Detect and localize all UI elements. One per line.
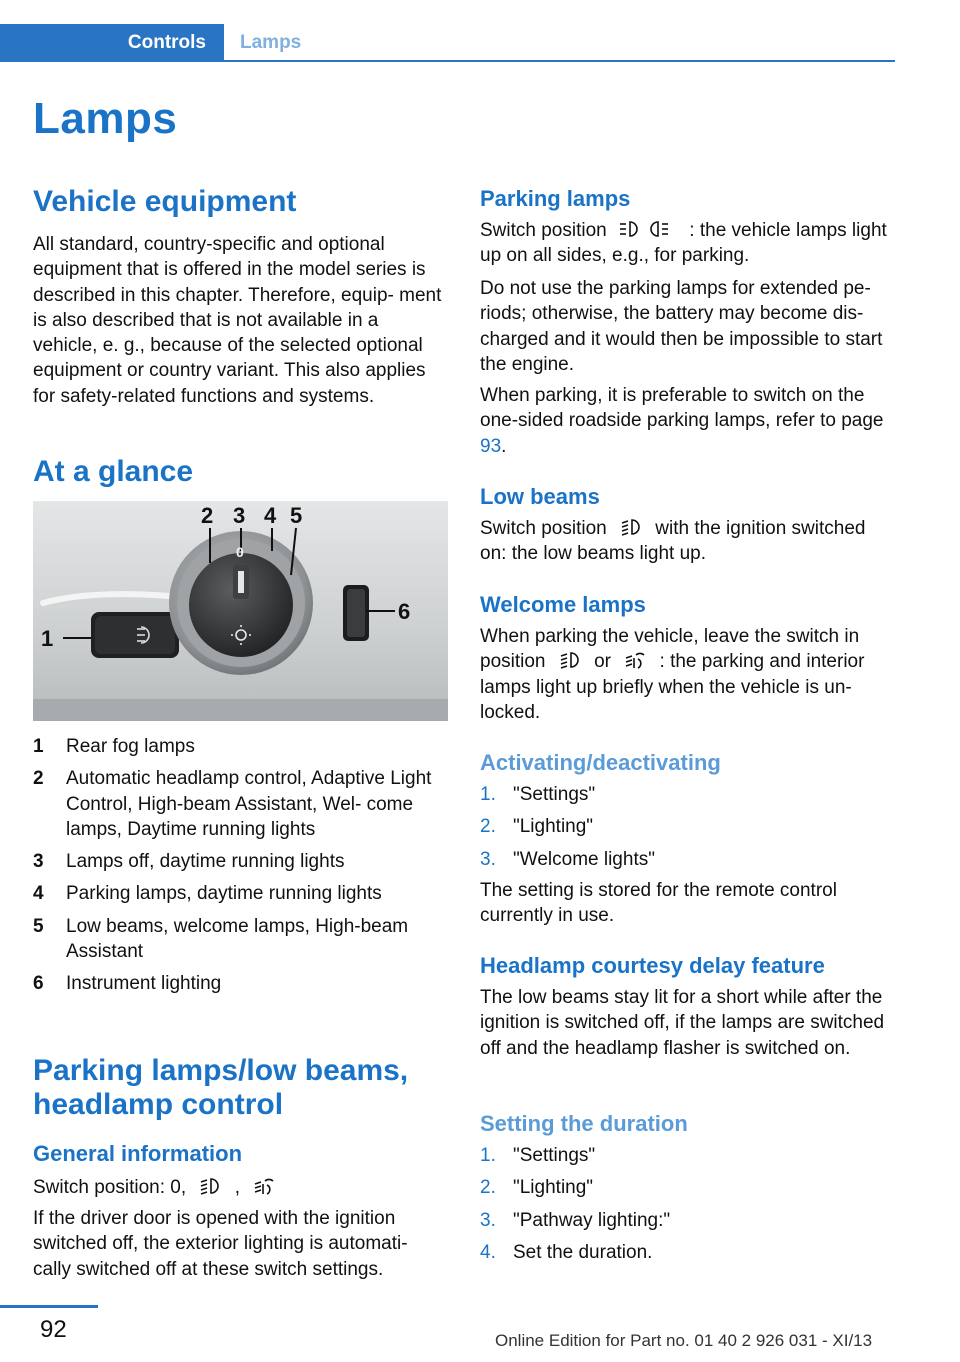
chapter-header xyxy=(0,24,895,62)
heading-setting-duration: Setting the duration xyxy=(480,1111,688,1136)
heading-courtesy-delay: Headlamp courtesy delay feature xyxy=(480,953,825,978)
list-item: 1. "Settings" xyxy=(480,1145,596,1166)
list-item: 1. "Settings" xyxy=(480,784,596,805)
callout-4: 4 xyxy=(264,503,277,528)
page-title: Lamps xyxy=(33,94,178,143)
list-item: 5 Low beams, welcome lamps, High-beam Assistant xyxy=(33,915,409,963)
knob-zero-label: 0 xyxy=(236,544,244,560)
headlamp-switch-photo xyxy=(33,501,448,721)
low-beam-icon xyxy=(618,517,644,537)
parking-lamps-icon xyxy=(618,219,678,239)
switch-position-line: Switch position: 0, , xyxy=(33,1175,448,1200)
heading-at-a-glance: At a glance xyxy=(33,455,194,488)
list-item: 4 Parking lamps, daytime running lights xyxy=(33,883,382,905)
duration-steps xyxy=(480,1143,895,1272)
vehicle-equipment-text: All standard, country-specific and optional equipment that is offered in the model series is described in this chapter. Therefore, equip- ment is also described that is not available in a vehicle, e. g., because of the selected optional equipment or country variant. This also applies for safety-related functions and systems. xyxy=(33,234,442,407)
footer-rule xyxy=(0,1305,98,1308)
list-item: 1 Rear fog lamps xyxy=(33,736,195,757)
callout-1: 1 xyxy=(41,626,54,651)
tab-lamps[interactable]: Lamps xyxy=(240,32,302,53)
parking-lamps-text: Switch position : the vehicle lamps light up on all sides, e.g., for parking. xyxy=(480,220,887,267)
list-item: 2. "Lighting" xyxy=(480,816,594,838)
list-item: 3. "Welcome lights" xyxy=(480,848,655,870)
list-item: 4. Set the duration. xyxy=(480,1241,653,1263)
list-item: 6 Instrument lighting xyxy=(33,973,222,995)
page-number: 92 xyxy=(40,1316,67,1343)
heading-low-beams: Low beams xyxy=(480,484,600,509)
low-beam-auto-icon xyxy=(622,650,648,670)
list-item: 3 Lamps off, daytime running lights xyxy=(33,851,345,873)
activating-steps xyxy=(480,782,895,879)
parking-lamps-warning: Do not use the parking lamps for extended pe- riods; otherwise, the battery may become dis- charged and it would then be impossible to start the engine. xyxy=(480,278,883,375)
callout-3: 3 xyxy=(233,503,246,528)
at-a-glance-list xyxy=(33,734,448,1004)
heading-vehicle-equipment: Vehicle equipment xyxy=(33,185,297,218)
auto-headlamp-icon xyxy=(197,1176,223,1196)
parking-lamps-roadside: When parking, it is preferable to switch on the one-sided roadside parking lamps, refer to page 93. xyxy=(480,385,884,457)
general-information-text: If the driver door is opened with the ignition switched off, the exterior lighting is automati- cally switched off at these switch settings. xyxy=(33,1208,408,1280)
low-beams-text: Switch position with the ignition switched on: the low beams light up. xyxy=(480,518,866,565)
callout-6: 6 xyxy=(398,599,411,624)
heading-welcome-lamps: Welcome lamps xyxy=(480,592,646,617)
callout-5: 5 xyxy=(290,503,303,528)
list-item: 2 Automatic headlamp control, Adaptive Light Control, High-beam Assistant, Wel- come lamps, Daytime running lights xyxy=(33,768,432,840)
heading-parking-lamps: Parking lamps xyxy=(480,186,631,211)
low-beam-icon xyxy=(557,650,583,670)
heading-general-information: General information xyxy=(33,1141,243,1166)
tab-controls[interactable]: Controls xyxy=(0,24,224,62)
callout-2: 2 xyxy=(201,503,214,528)
list-item: 2. "Lighting" xyxy=(480,1177,594,1199)
list-item: 3. "Pathway lighting:" xyxy=(480,1209,671,1231)
low-beam-auto-icon xyxy=(251,1176,277,1196)
heading-parking-low-beams: Parking lamps/low beams, headlamp control xyxy=(33,1054,409,1121)
heading-activating: Activating/deactivating xyxy=(480,750,721,775)
welcome-lamps-text: When parking the vehicle, leave the switch in position or : the parking and interior lamps light up briefly when the vehicle is un- locked. xyxy=(480,626,865,723)
activating-note: The setting is stored for the remote control currently in use. xyxy=(480,880,837,927)
page-93-link[interactable]: 93 xyxy=(480,435,502,457)
courtesy-delay-text: The low beams stay lit for a short while after the ignition is switched off, if the lamps are switched off and the headlamp flasher is switched on. xyxy=(480,987,885,1059)
edition-footer: Online Edition for Part no. 01 40 2 926 031 - XI/13 xyxy=(495,1331,873,1350)
